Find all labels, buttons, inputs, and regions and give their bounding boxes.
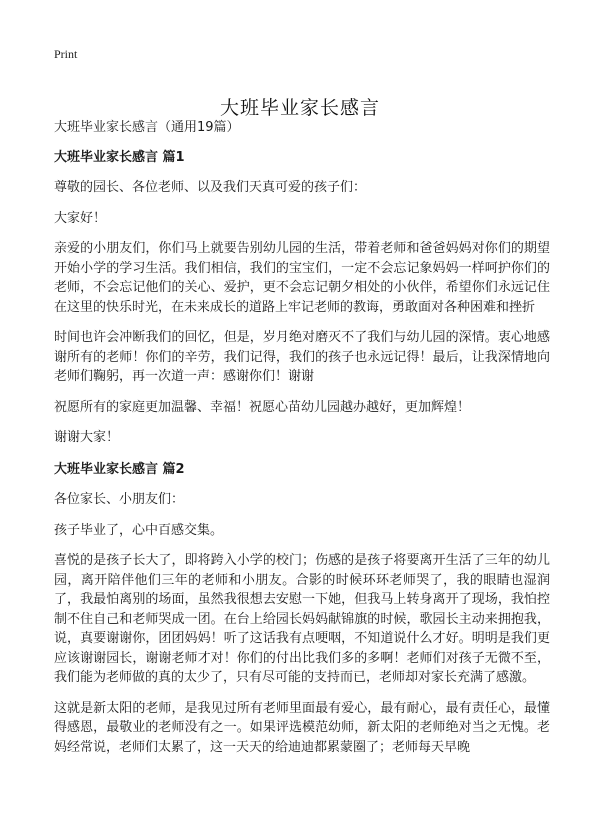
document-body [54, 118, 550, 768]
paragraph: 大家好！ [54, 210, 107, 226]
paragraph: 时间也许会冲断我们的回忆，但是，岁月绝对磨灭不了我们与幼儿园的深情。衷心地感谢所有的老师！你们的辛劳，我们记得，我们的孩子也永远记得！最后，让我深情地向老师们鞠躬，再一次道一声：感谢你们！谢谢 [54, 330, 550, 384]
paragraph: 孩子毕业了，心中百感交集。 [54, 522, 224, 538]
paragraph: 亲爱的小朋友们，你们马上就要告别幼儿园的生活，带着老师和爸爸妈妈对你们的期望开始小学的学习生活。我们相信，我们的宝宝们，一定不会忘记象妈妈一样呵护你们的老师，不会忘记他们的关心、爱护，更不会忘记朝夕相处的小伙伴，希望你们永远记住在这里的快乐时光，在未来成长的道路上牢记老师的教诲，勇敢面对各种困难和挫折 [54, 241, 550, 315]
paragraph: 各位家长、小朋友们： [54, 492, 185, 507]
paragraph: 祝愿所有的家庭更加温馨、幸福！祝愿心苗幼儿园越办越好，更加辉煌！ [54, 399, 471, 415]
paragraph: 尊敬的园长、各位老师、以及我们天真可爱的孩子们： [54, 180, 367, 195]
paragraph: 谢谢大家！ [54, 430, 120, 445]
section-heading-2: 大班毕业家长感言 篇2 [54, 461, 185, 477]
paragraph: 喜悦的是孩子长大了，即将跨入小学的校门；伤感的是孩子将要离开生活了三年的幼儿园，离开陪伴他们三年的老师和小朋友。合影的时候环环老师哭了，我的眼睛也湿润了，我最怕离别的场面，虽然我很想去安慰一下她，但我马上转身离开了现场，我怕控制不住自己和老师哭成一团。在台上给园长妈妈献锦旗的时候，歌园长主动来拥抱我，说，真要谢谢你，团团妈妈！听了这话我有点哽咽，不知道说什么才好。明明是我们更应该谢谢园长，谢谢老师才对！你们的付出比我们多的多啊！老师们对孩子无微不至，我们能为老师做的真的太少了，只有尽可能的支持而已，老师却对家长充满了感激。 [54, 553, 550, 685]
section-heading-1: 大班毕业家长感言 篇1 [54, 149, 185, 165]
document-subtitle: 大班毕业家长感言（通用19篇） [54, 120, 240, 135]
print-label: Print [54, 47, 78, 61]
page-title: 大班毕业家长感言 [219, 96, 380, 119]
paragraph: 这就是新太阳的老师，是我见过所有老师里面最有爱心，最有耐心，最有责任心，最懂得感恩，最敬业的老师没有之一。如果评选模范幼师，新太阳的老师绝对当之无愧。老妈经常说，老师们太累了，这一天天的给迪迪都累蒙圈了；老师每天早晚 [54, 700, 550, 755]
